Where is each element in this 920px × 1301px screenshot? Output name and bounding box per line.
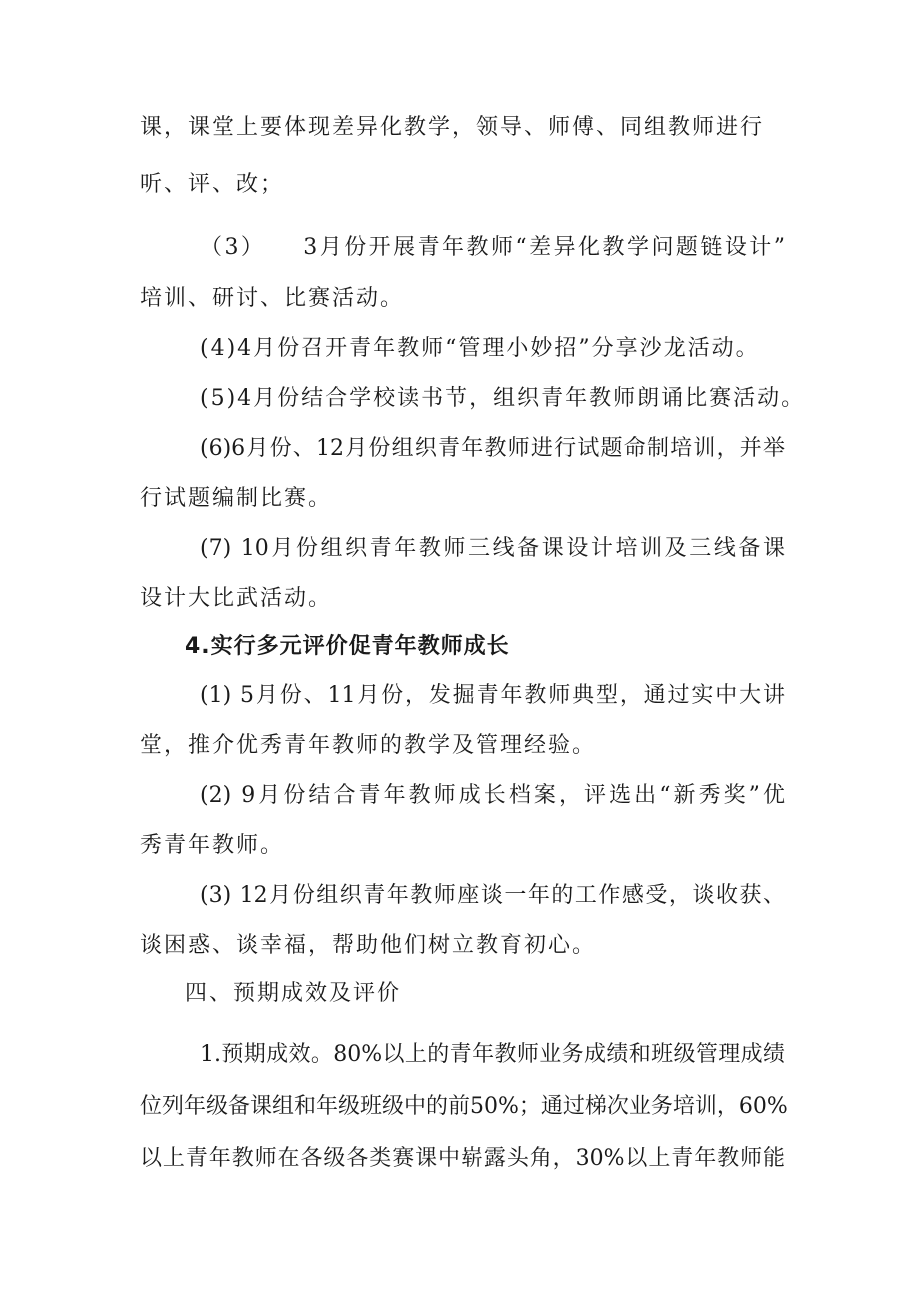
list-item-7: (7) 10月份组织青年教师三线备课设计培训及三线备课 <box>200 536 785 561</box>
paragraph-line: 设计大比武活动。 <box>140 586 333 611</box>
paragraph-line: 培训、研讨、比赛活动。 <box>140 286 405 311</box>
paragraph-line: 谈困惑、谈幸福，帮助他们树立教育初心。 <box>140 933 597 958</box>
paragraph-line: 以上青年教师在各级各类赛课中崭露头角，30%以上青年教师能 <box>140 1146 785 1171</box>
list-item-3: （3） 3月份开展青年教师“差异化教学问题链设计” <box>200 235 785 260</box>
paragraph-line: 秀青年教师。 <box>140 833 285 858</box>
list-item-4: (4)4月份召开青年教师“管理小妙招”分享沙龙活动。 <box>200 336 760 361</box>
section-heading: 4.实行多元评价促青年教师成长 <box>185 634 510 659</box>
paragraph-line: 位列年级备课组和年级班级中的前50%；通过梯次业务培训，60% <box>140 1094 788 1119</box>
paragraph-line: 堂，推介优秀青年教师的教学及管理经验。 <box>140 733 597 758</box>
paragraph-line: 听、评、改； <box>140 172 285 197</box>
list-item-2: (2) 9月份结合青年教师成长档案，评选出“新秀奖”优 <box>200 783 785 808</box>
list-item-5: (5)4月份结合学校读书节，组织青年教师朗诵比赛活动。 <box>200 386 806 411</box>
section-title: 四、预期成效及评价 <box>185 981 402 1006</box>
paragraph-line: 行试题编制比赛。 <box>140 486 333 511</box>
paragraph-line: 课，课堂上要体现差异化教学，领导、师傅、同组教师进行 <box>140 115 765 140</box>
paragraph-first-line: 1.预期成效。80%以上的青年教师业务成绩和班级管理成绩 <box>200 1042 785 1067</box>
list-item-3b: (3) 12月份组织青年教师座谈一年的工作感受，谈收获、 <box>200 883 785 908</box>
list-item-1: (1) 5月份、11月份，发掘青年教师典型，通过实中大讲 <box>200 683 785 708</box>
list-item-6: (6)6月份、12月份组织青年教师进行试题命制培训，并举 <box>200 436 785 461</box>
